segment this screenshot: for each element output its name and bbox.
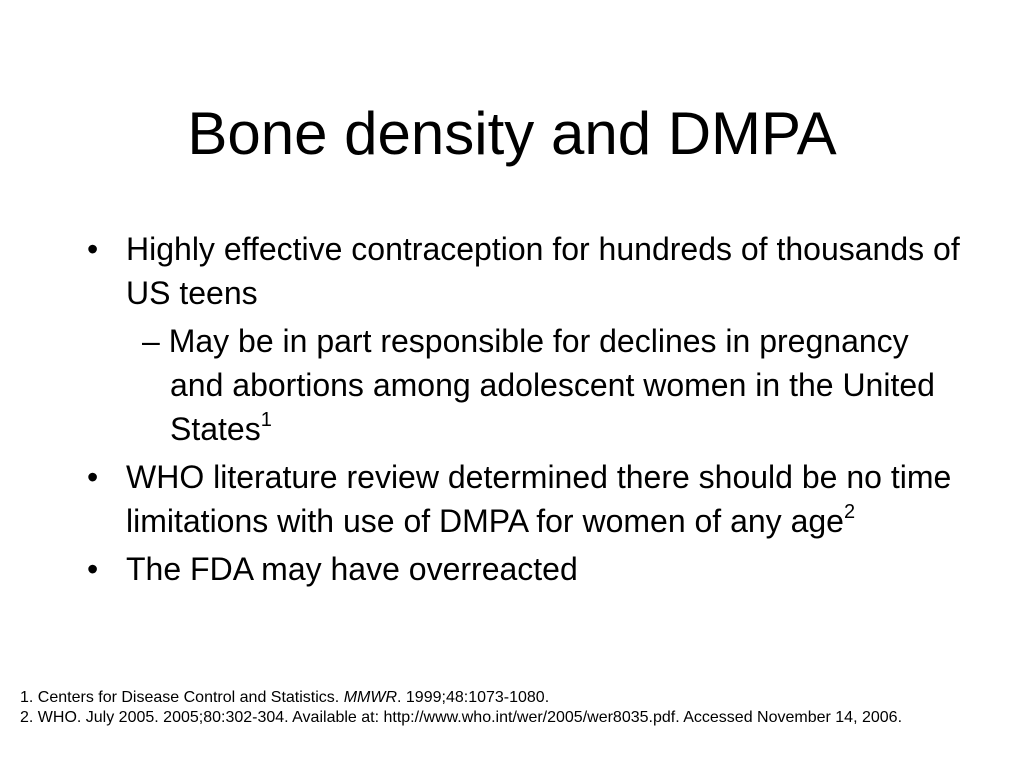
sub-bullet-item bbox=[142, 319, 962, 451]
footnote-2: 2. WHO. July 2005. 2005;80:302-304. Available at: http://www.who.int/wer/2005/wer8035.pdf. Accessed November 14, 2006. bbox=[20, 709, 903, 726]
bullet-marker: • bbox=[87, 551, 99, 587]
footnote-text: 1. Centers for Disease Control and Statistics. bbox=[20, 689, 344, 706]
bullet-item bbox=[82, 227, 962, 315]
bullet-marker: • bbox=[87, 459, 99, 495]
slide-title: Bone density and DMPA bbox=[187, 100, 837, 167]
bullet-text: Highly effective contraception for hundreds of thousands of US teens bbox=[126, 231, 960, 311]
bullet-item bbox=[82, 547, 962, 591]
bullet-item bbox=[82, 455, 962, 543]
footnote-ref: 2 bbox=[843, 501, 856, 524]
slide-body bbox=[82, 227, 962, 595]
footnote-ref: 1 bbox=[260, 409, 272, 432]
sub-bullet-text: May be in part responsible for declines in pregnancy and abortions among adolescent women in the United States bbox=[168, 323, 935, 447]
sub-bullet-marker: – bbox=[142, 323, 160, 359]
bullet-marker: • bbox=[87, 231, 99, 267]
footnote-journal: MMWR bbox=[343, 689, 398, 706]
bullet-text: The FDA may have overreacted bbox=[126, 551, 578, 587]
bullet-text: WHO literature review determined there should be no time limitations with use of DMPA for women of any age bbox=[126, 459, 952, 539]
footnote-1 bbox=[20, 688, 1010, 708]
footnote-text: . 1999;48:1073-1080. bbox=[397, 689, 550, 706]
footnotes bbox=[20, 688, 1010, 728]
